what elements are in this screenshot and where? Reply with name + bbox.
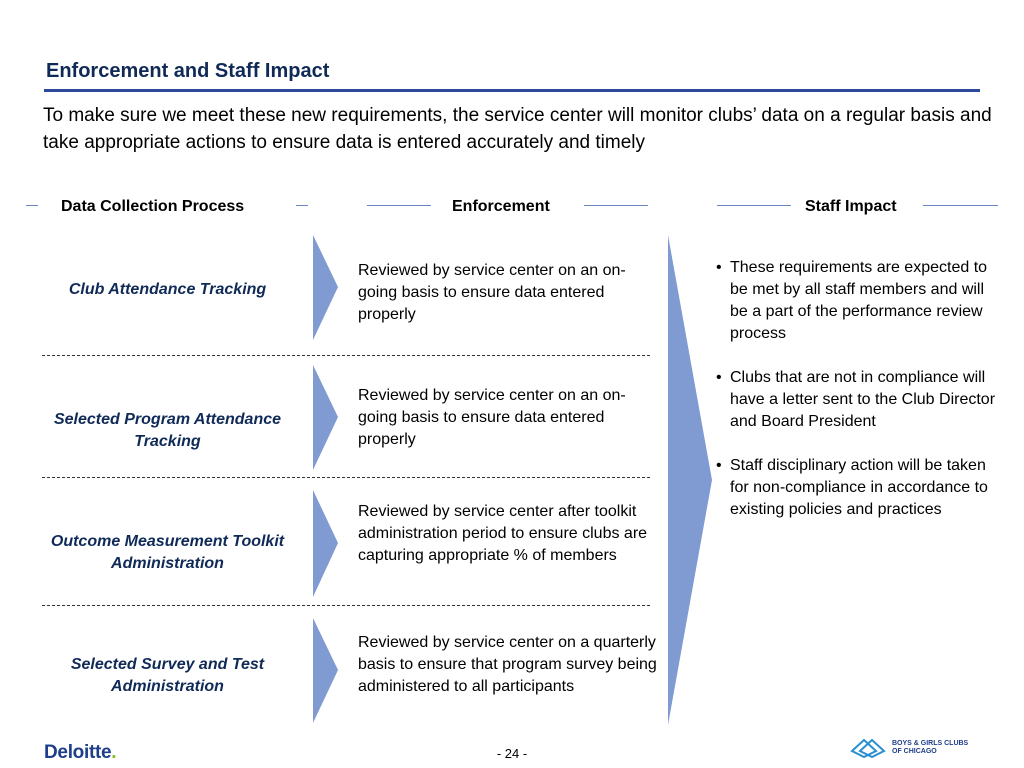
column-header-enforcement: Enforcement (452, 198, 550, 215)
staff-impact-text: These requirements are expected to be met by all staff members and will be a part of the performance review process (730, 259, 988, 342)
row-enforcement-text: Reviewed by service center on a quarterly basis to ensure that program survey being administered to all participants (358, 634, 657, 695)
row-chevron-icon (313, 490, 338, 597)
bullet-icon: • (716, 457, 722, 474)
row-chevron-icon (313, 235, 338, 340)
bullet-icon: • (716, 369, 722, 386)
column-header-staff-impact: Staff Impact (805, 198, 897, 215)
logo-dot: . (111, 742, 117, 763)
page-title: Enforcement and Staff Impact (46, 60, 330, 82)
staff-impact-text: Staff disciplinary action will be taken for non-compliance in accordance to existing policies and practices (730, 457, 988, 518)
list-item (716, 367, 1006, 433)
row-divider (42, 477, 650, 478)
list-item (716, 257, 1006, 345)
logo-text: Deloitte (44, 742, 112, 763)
boys-girls-clubs-logo-icon (850, 737, 888, 759)
deloitte-logo (44, 742, 116, 764)
staff-impact-text: Clubs that are not in compliance will have a letter sent to the Club Director and Board President (730, 369, 996, 430)
intro-text: To make sure we meet these new requirements, the service center will monitor clubs’ data on a regular basis and take appropriate actions to ensure data is entered accurately and timely (43, 105, 992, 153)
row-enforcement-text: Reviewed by service center on an on-going basis to ensure data entered properly (358, 262, 626, 323)
row-label-program-attendance: Selected Program Attendance Tracking (53, 411, 282, 450)
enforcement-to-impact-arrow-icon (668, 235, 712, 725)
column-header-data-collection: Data Collection Process (61, 198, 245, 215)
bullet-icon: • (716, 259, 722, 276)
row-label-outcome-measurement: Outcome Measurement Toolkit Administration (50, 533, 285, 572)
row-enforcement-text: Reviewed by service center on an on-going basis to ensure data entered properly (358, 387, 626, 448)
list-item (716, 455, 1006, 521)
partner-line-2: OF CHICAGO (892, 748, 937, 755)
row-divider (42, 605, 650, 606)
page-number: - 24 - (496, 746, 528, 761)
row-label-club-attendance: Club Attendance Tracking (68, 281, 267, 298)
row-enforcement-text: Reviewed by service center after toolkit administration period to ensure clubs are capturing appropriate % of members (358, 503, 648, 564)
partner-name (892, 740, 968, 756)
row-label-survey-test: Selected Survey and Test Administration (70, 656, 265, 695)
row-chevron-icon (313, 365, 338, 470)
row-chevron-icon (313, 618, 338, 723)
staff-impact-list (716, 257, 1006, 543)
row-divider (42, 355, 650, 356)
partner-line-1: BOYS & GIRLS CLUBS (892, 740, 969, 747)
